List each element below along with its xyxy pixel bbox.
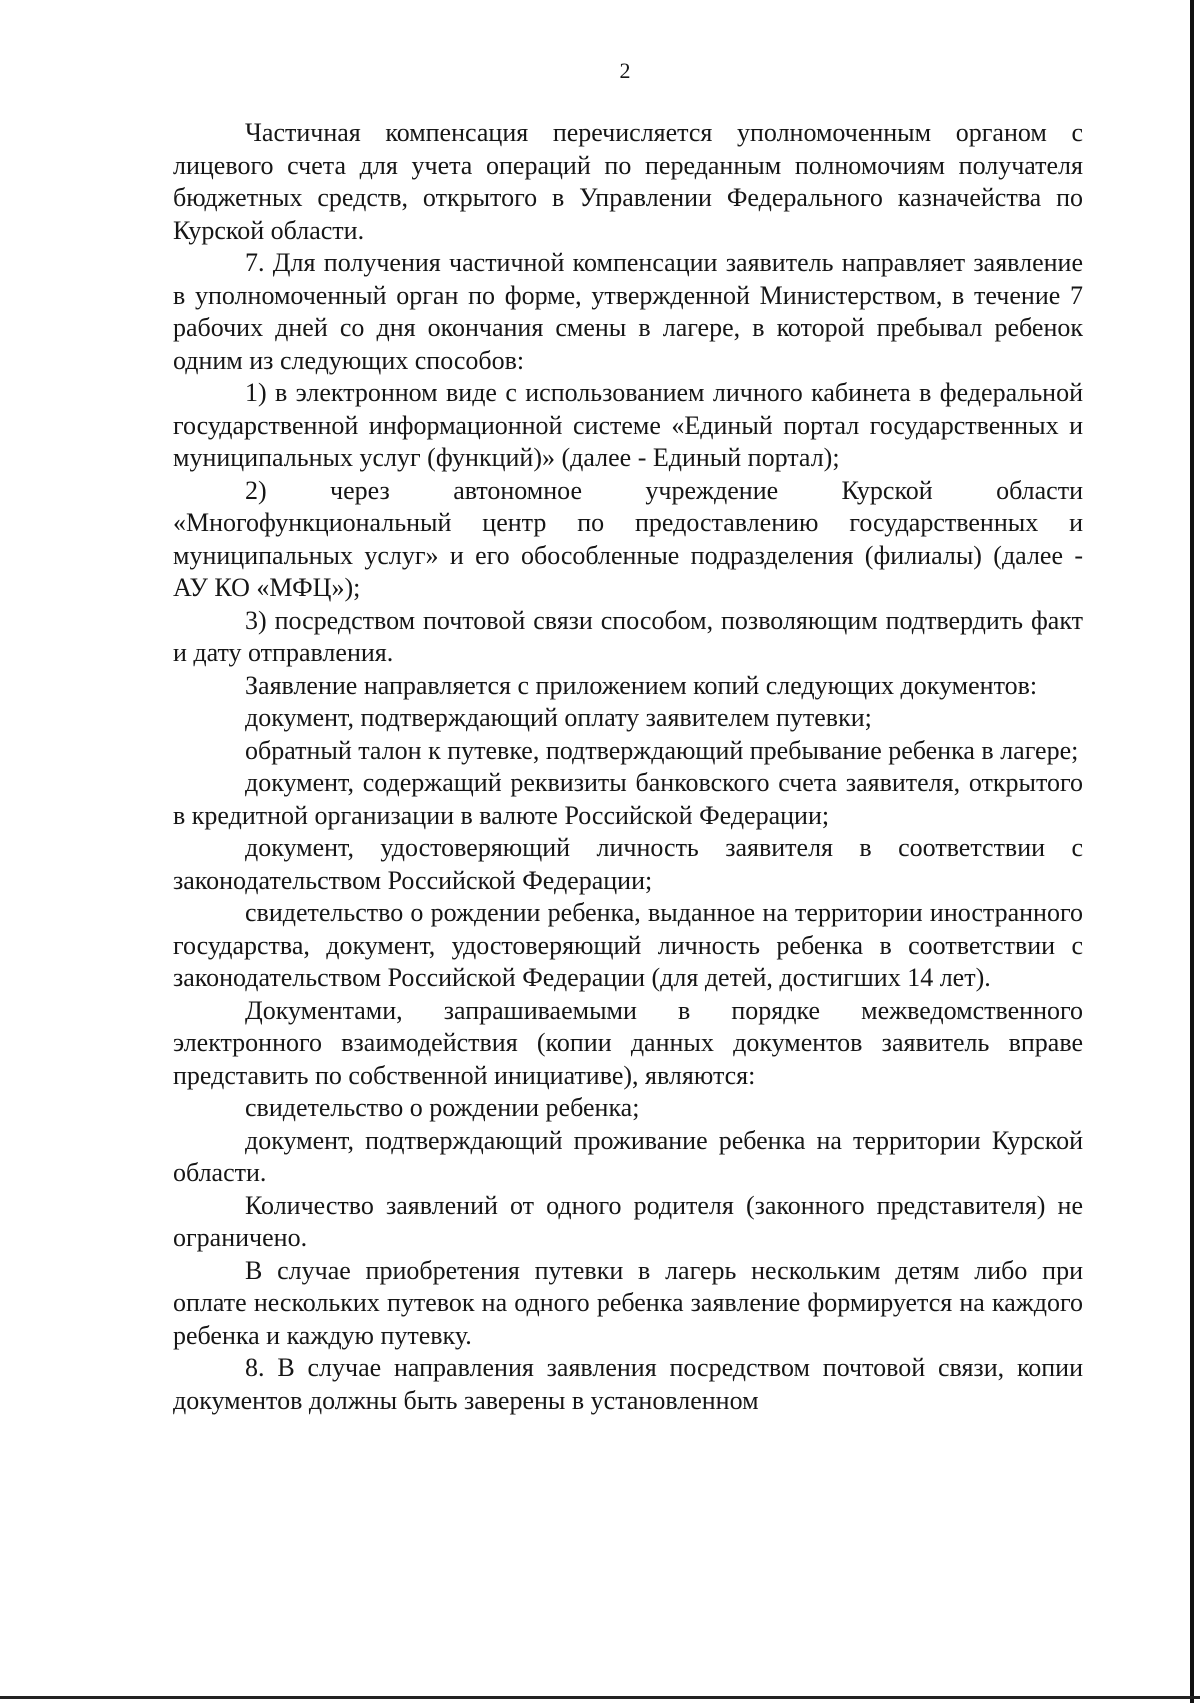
scan-edge-bottom [0, 1696, 1200, 1699]
paragraph-doc-return-coupon: обратный талон к путевке, подтверждающий пребывание ребенка в лагере; [245, 735, 1079, 765]
paragraph-doc-bank-details: документ, содержащий реквизиты банковского счета заявителя, открытого в кредитной организации в валюте Российской Федерации; [173, 768, 1083, 830]
paragraph-doc-birth-certificate-foreign: свидетельство о рождении ребенка, выданное на территории иностранного государства, документ, удостоверяющий личность ребенка в соответствии с законодательством Российской Федерации (для детей, достигших 14 лет). [173, 898, 1083, 992]
paragraph-applications-unlimited: Количество заявлений от одного родителя (законного представителя) не ограничено. [173, 1190, 1083, 1252]
paragraph-method-1: 1) в электронном виде с использованием личного кабинета в федеральной государственной информационной системе «Единый портал государственных и муниципальных услуг (функций)» (далее - Единый портал); [173, 378, 1083, 472]
paragraph-multiple-children: В случае приобретения путевки в лагерь нескольким детям либо при оплате нескольких путевок на одного ребенка заявление формируется на каждого ребенка и каждую путевку. [173, 1255, 1083, 1350]
paragraph-doc-birth-certificate: свидетельство о рождении ребенка; [245, 1093, 640, 1122]
page-number: 2 [619, 58, 631, 83]
paragraph-attachments-intro: Заявление направляется с приложением копий следующих документов: [245, 670, 1038, 700]
paragraph-compensation-transfer: Частичная компенсация перечисляется уполномоченным органом с лицевого счета для учета операций по переданным полномочиям получателя бюджетных средств, открытого в Управлении Федерального казначейства по Курской области. [173, 118, 1083, 245]
document-body [173, 117, 1083, 1417]
paragraph-interagency-docs: Документами, запрашиваемыми в порядке межведомственного электронного взаимодействия (копии данных документов заявитель вправе представить по собственной инициативе), являются: [173, 995, 1083, 1090]
paragraph-doc-applicant-id: документ, удостоверяющий личность заявителя в соответствии с законодательством Российской Федерации; [173, 833, 1083, 895]
paragraph-doc-payment: документ, подтверждающий оплату заявителем путевки; [245, 703, 872, 732]
paragraph-method-3: 3) посредством почтовой связи способом, позволяющим подтвердить факт и дату отправления. [173, 605, 1083, 667]
paragraph-method-2: 2) через автономное учреждение Курской области «Многофункциональный центр по предоставлению государственных и муниципальных услуг» и его обособленные подразделения (филиалы) (далее - АУ КО «МФЦ»); [173, 475, 1083, 602]
paragraph-item-7: 7. Для получения частичной компенсации заявитель направляет заявление в уполномоченный орган по форме, утвержденной Министерством, в течение 7 рабочих дней со дня окончания смены в лагере, в которой пребывал ребенок одним из следующих способов: [173, 248, 1083, 375]
scan-edge-right [1190, 0, 1194, 1703]
paragraph-doc-residence: документ, подтверждающий проживание ребенка на территории Курской области. [173, 1125, 1083, 1187]
paragraph-item-8: 8. В случае направления заявления посредством почтовой связи, копии документов должны быть заверены в установленном [173, 1353, 1083, 1415]
